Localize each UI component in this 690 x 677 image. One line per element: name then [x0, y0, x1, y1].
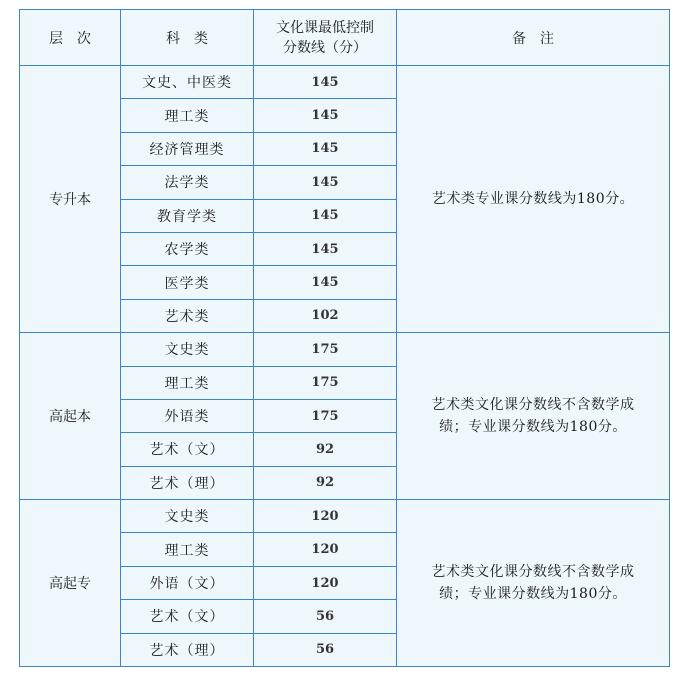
score-cell: 145 [254, 166, 397, 199]
category-cell: 文史类 [121, 333, 254, 366]
score-cell: 92 [254, 433, 397, 466]
score-cell: 175 [254, 399, 397, 432]
category-cell: 理工类 [121, 99, 254, 132]
score-cell: 120 [254, 566, 397, 599]
category-cell: 文史类 [121, 500, 254, 533]
score-cell: 145 [254, 266, 397, 299]
score-cell: 120 [254, 500, 397, 533]
category-cell: 艺术（理） [121, 633, 254, 666]
category-cell: 法学类 [121, 166, 254, 199]
score-cell: 175 [254, 366, 397, 399]
header-score-line2: 分数线（分） [283, 39, 367, 56]
category-cell: 艺术（文） [121, 600, 254, 633]
category-cell: 艺术（文） [121, 433, 254, 466]
level-cell: 专升本 [20, 66, 121, 333]
category-cell: 艺术（理） [121, 466, 254, 499]
category-cell: 医学类 [121, 266, 254, 299]
header-level: 层次 [20, 10, 121, 66]
note-line-1: 艺术类专业课分数线为180分。 [431, 191, 635, 208]
category-cell: 经济管理类 [121, 132, 254, 165]
table-header-row [20, 10, 670, 66]
note-cell [397, 66, 670, 333]
note-line-1: 艺术类文化课分数线不含数学成 [431, 397, 635, 414]
score-cell: 102 [254, 299, 397, 332]
note-cell [397, 333, 670, 500]
score-table-container [19, 9, 670, 667]
note-line-1: 艺术类文化课分数线不含数学成 [431, 564, 635, 581]
category-cell: 外语（文） [121, 566, 254, 599]
score-table [19, 9, 670, 667]
category-cell: 外语类 [121, 399, 254, 432]
category-cell: 文史、中医类 [121, 66, 254, 99]
score-cell: 120 [254, 533, 397, 566]
table-row [20, 66, 670, 99]
level-cell: 高起专 [20, 500, 121, 667]
header-score-line1: 文化课最低控制 [276, 19, 374, 36]
score-cell: 145 [254, 66, 397, 99]
score-cell: 145 [254, 99, 397, 132]
category-cell: 艺术类 [121, 299, 254, 332]
category-cell: 理工类 [121, 533, 254, 566]
note-cell [397, 500, 670, 667]
category-cell: 理工类 [121, 366, 254, 399]
table-row [20, 500, 670, 533]
category-cell: 农学类 [121, 232, 254, 265]
score-cell: 175 [254, 333, 397, 366]
level-cell: 高起本 [20, 333, 121, 500]
score-cell: 56 [254, 600, 397, 633]
note-line-2: 绩；专业课分数线为180分。 [439, 419, 627, 436]
category-cell: 教育学类 [121, 199, 254, 232]
score-cell: 145 [254, 199, 397, 232]
header-note: 备注 [397, 10, 670, 66]
table-row [20, 333, 670, 366]
score-cell: 145 [254, 132, 397, 165]
score-cell: 56 [254, 633, 397, 666]
header-category: 科类 [121, 10, 254, 66]
header-score [254, 10, 397, 66]
score-cell: 92 [254, 466, 397, 499]
note-line-2: 绩；专业课分数线为180分。 [439, 586, 627, 603]
score-cell: 145 [254, 232, 397, 265]
